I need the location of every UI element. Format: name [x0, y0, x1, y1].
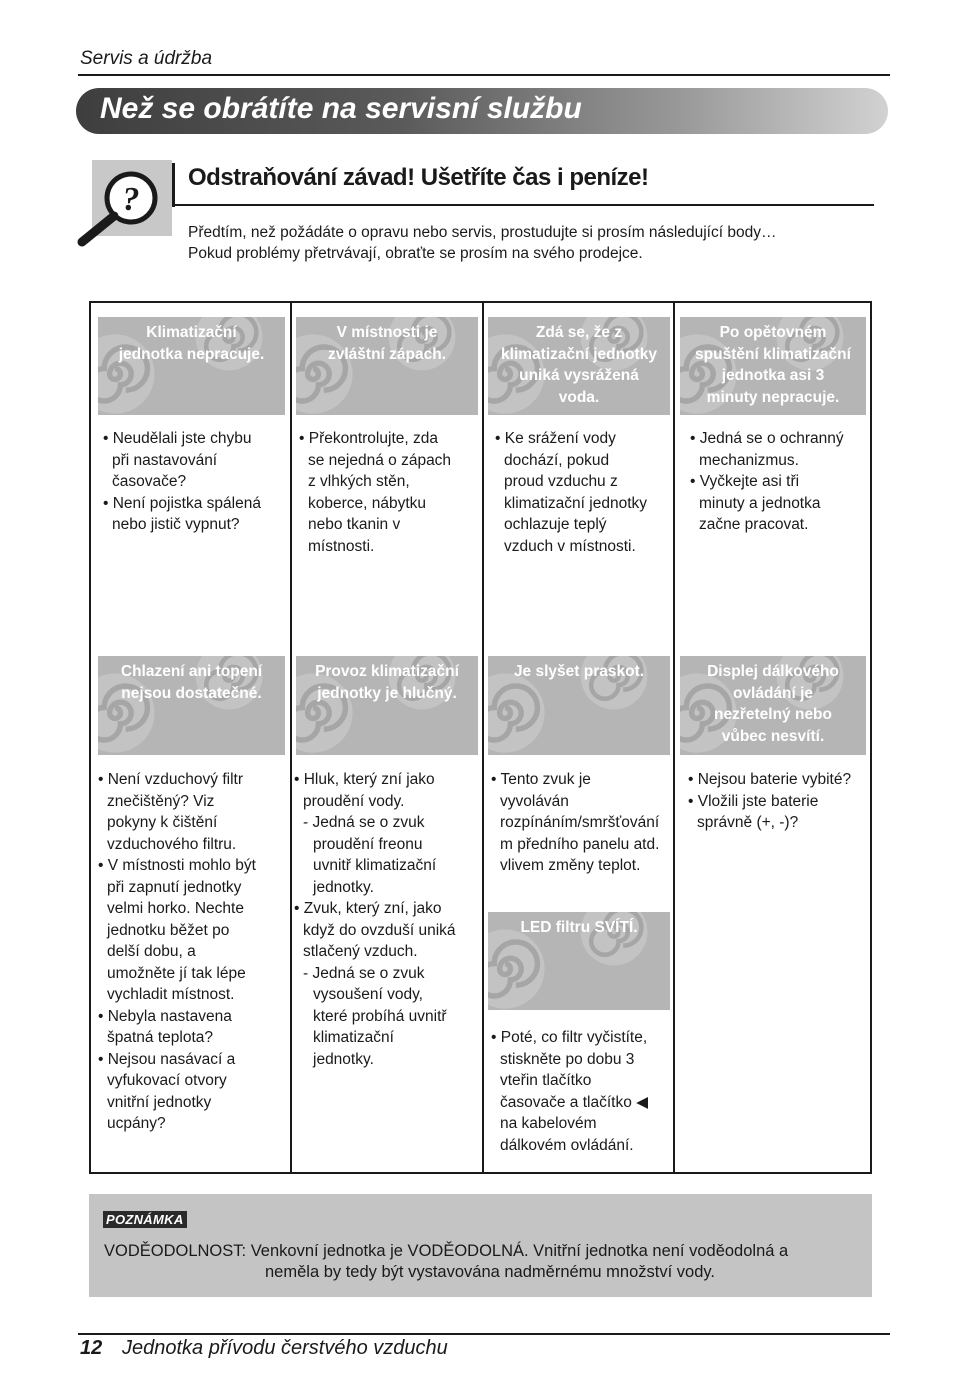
solution-line: místnosti.: [308, 537, 375, 555]
solution-line: vyfukovací otvory: [107, 1072, 227, 1089]
solution-line: se nejedná o zápach: [308, 451, 452, 469]
solution-line: • Neudělali jste chybu: [103, 430, 252, 447]
solution-line: vychladit místnost.: [107, 986, 235, 1003]
solution-text: [103, 428, 281, 536]
solution-line: které probíhá uvnitř: [313, 1007, 447, 1025]
solution-line: vysoušení vody,: [313, 986, 423, 1003]
problem-header: [98, 317, 285, 415]
heading-accent: [172, 163, 175, 207]
problem-title: [680, 661, 866, 747]
solution-line: umožněte jí tak lépe: [107, 964, 246, 982]
solution-line: • Vyčkejte asi tři: [690, 473, 800, 490]
solution-line: dálkovém ovládání.: [500, 1136, 634, 1154]
problem-title-line: Je slyšet praskot.: [513, 663, 645, 680]
problem-title: [488, 917, 670, 939]
solution-line: z vlhkých stěn,: [308, 473, 410, 490]
solution-text: [491, 1027, 669, 1156]
solution-line: mechanizmus.: [699, 451, 799, 469]
solution-line: koberce, nábytku: [308, 494, 427, 512]
solution-line: ucpány?: [107, 1115, 166, 1132]
problem-title-line: Po opětovném: [719, 324, 827, 341]
solution-line: • Ke srážení vody: [495, 430, 616, 447]
problem-title-line: Klimatizační: [146, 324, 237, 341]
solution-text: [98, 769, 276, 1135]
problem-title-line: nezřetelný nebo: [714, 706, 832, 723]
page-number: 12: [80, 1337, 103, 1359]
solution-line: proudění freonu: [313, 835, 423, 853]
problem-header: [98, 656, 285, 755]
problem-title-line: vůbec nesvítí.: [721, 727, 825, 745]
solution-line: správně (+, -)?: [697, 814, 799, 831]
solution-line: • Nejsou nasávací a: [98, 1050, 236, 1068]
problem-title-line: klimatizační jednotky: [501, 345, 657, 363]
solution-line: začne pracovat.: [699, 516, 809, 533]
solution-line: • Vložili jste baterie: [688, 792, 819, 810]
solution-line: m předního panelu atd.: [500, 835, 660, 853]
problem-title-line: Provoz klimatizační: [315, 663, 459, 680]
section-label: Servis a údržba: [80, 48, 213, 69]
solution-line: při zapnutí jednotky: [107, 878, 242, 896]
solution-line: rozpínáním/smršťování: [500, 814, 660, 831]
problem-header: [488, 317, 670, 415]
problem-title: [296, 322, 478, 365]
problem-title: [488, 322, 670, 408]
intro-line: Pokud problémy přetrvávají, obraťte se prosím na svého prodejce.: [188, 245, 643, 262]
problem-title-line: jednotka nepracuje.: [118, 345, 265, 363]
solution-line: jednotky.: [313, 1050, 374, 1068]
solution-line: • Zvuk, který zní, jako: [294, 900, 442, 917]
solution-line: ochlazuje teplý: [504, 516, 607, 533]
solution-line: • Poté, co filtr vyčistíte,: [491, 1029, 648, 1046]
question-magnifier-icon: [74, 160, 174, 250]
solution-line: minuty a jednotka: [699, 494, 821, 512]
problem-title-line: Chlazení ani topení: [120, 663, 263, 680]
solution-line: stiskněte po dobu 3: [500, 1050, 635, 1068]
solution-text: [491, 769, 669, 877]
solution-line: delší dobu, a: [107, 943, 196, 960]
solution-line: vlivem změny teplot.: [500, 857, 641, 874]
intro-line: Předtím, než požádáte o opravu nebo servis, prostudujte si prosím následující body…: [188, 224, 777, 241]
column-divider: [673, 301, 675, 1174]
problem-title-line: spuštění klimatizační: [695, 345, 851, 363]
solution-line: vteřin tlačítko: [500, 1072, 592, 1089]
problem-title-line: voda.: [558, 388, 600, 406]
solution-line: nebo jistič vypnut?: [112, 516, 240, 533]
solution-line: uvnitř klimatizační: [313, 857, 437, 874]
solution-line: jednotku běžet po: [107, 921, 230, 939]
section-heading: Odstraňování závad! Ušetříte čas i peníze!: [188, 164, 649, 191]
problem-title-line: Zdá se, že z: [535, 324, 623, 341]
problem-title-line: Displej dálkového: [707, 663, 839, 680]
solution-line: - Jedná se o zvuk: [303, 814, 425, 831]
solution-line: klimatizační jednotky: [504, 494, 648, 512]
solution-line: na kabelovém: [500, 1115, 597, 1132]
problem-title-line: nejsou dostatečné.: [121, 684, 262, 702]
note-text: neměla by tedy být vystavována nadměrnému množství vody.: [265, 1263, 715, 1281]
problem-title-line: minuty nepracuje.: [706, 388, 840, 406]
solution-line: znečištěný? Viz: [107, 792, 215, 810]
solution-line: když do ovzduší uniká: [303, 921, 456, 939]
heading-divider: [172, 204, 874, 206]
problem-header: [488, 912, 670, 1010]
problem-title-line: jednotky je hlučný.: [317, 684, 457, 702]
title-banner: [76, 88, 888, 134]
problem-title: [98, 661, 285, 704]
solution-line: pokyny k čištění: [107, 814, 218, 831]
solution-line: časovače a tlačítko ◀: [500, 1093, 649, 1111]
problem-header: [488, 656, 670, 755]
problem-title: [98, 322, 285, 365]
solution-line: časovače?: [112, 473, 187, 490]
solution-line: • Nejsou baterie vybité?: [688, 771, 852, 788]
problem-title-line: LED filtru SVÍTÍ.: [520, 919, 638, 936]
problem-title: [296, 661, 478, 704]
solution-line: nebo tkanin v: [308, 516, 401, 533]
problem-header: [680, 317, 866, 415]
solution-text: [690, 428, 868, 536]
top-divider: [78, 74, 890, 76]
solution-line: špatná teplota?: [107, 1029, 214, 1046]
solution-line: proud vzduchu z: [504, 473, 618, 490]
solution-line: vzduchového filtru.: [107, 835, 237, 853]
problem-header: [680, 656, 866, 755]
problem-title-line: jednotka asi 3: [721, 367, 825, 384]
column-divider: [290, 301, 292, 1174]
problem-title: [680, 322, 866, 408]
solution-line: vyvoláván: [500, 792, 569, 810]
note-tag: POZNÁMKA: [103, 1211, 187, 1228]
solution-text: [294, 769, 472, 1070]
solution-line: • Jedná se o ochranný: [690, 430, 844, 447]
solution-line: jednotky.: [313, 878, 374, 896]
solution-line: • V místnosti mohlo být: [98, 857, 256, 874]
solution-line: vnitřní jednotky: [107, 1093, 212, 1111]
solution-line: • Překontrolujte, zda: [299, 430, 438, 447]
solution-line: • Nebyla nastavena: [98, 1007, 232, 1025]
solution-text: [688, 769, 866, 834]
solution-text: [299, 428, 477, 557]
solution-line: velmi horko. Nechte: [107, 900, 244, 917]
problem-title-line: ovládání je: [732, 684, 814, 702]
problem-title-line: V místnosti je: [336, 324, 438, 341]
problem-title-line: zvláštní zápach.: [327, 345, 446, 363]
solution-line: vzduch v místnosti.: [504, 537, 636, 555]
solution-line: • Není vzduchový filtr: [98, 771, 243, 788]
solution-text: [495, 428, 673, 557]
problem-header: [296, 317, 478, 415]
footer-title: Jednotka přívodu čerstvého vzduchu: [122, 1337, 448, 1359]
solution-line: stlačený vzduch.: [303, 943, 418, 960]
solution-line: - Jedná se o zvuk: [303, 964, 425, 982]
problem-title-line: uniká vysrážená: [519, 367, 639, 384]
solution-line: • Hluk, který zní jako: [294, 771, 435, 788]
solution-line: • Není pojistka spálená: [103, 494, 261, 512]
svg-text:?: ?: [122, 181, 140, 218]
column-divider: [482, 301, 484, 1174]
solution-line: proudění vody.: [303, 792, 405, 810]
intro-text: [188, 222, 776, 264]
bottom-divider: [78, 1333, 890, 1335]
page-title: Než se obrátíte na servisní službu: [100, 92, 582, 125]
solution-line: při nastavování: [112, 451, 218, 469]
problem-title: [488, 661, 670, 683]
problem-header: [296, 656, 478, 755]
solution-line: dochází, pokud: [504, 451, 610, 469]
note-text: VODĚODOLNOST: Venkovní jednotka je VODĚODOLNÁ. Vnitřní jednotka není voděodolná a: [104, 1242, 789, 1260]
solution-line: klimatizační: [313, 1029, 394, 1046]
solution-line: • Tento zvuk je: [491, 771, 591, 788]
